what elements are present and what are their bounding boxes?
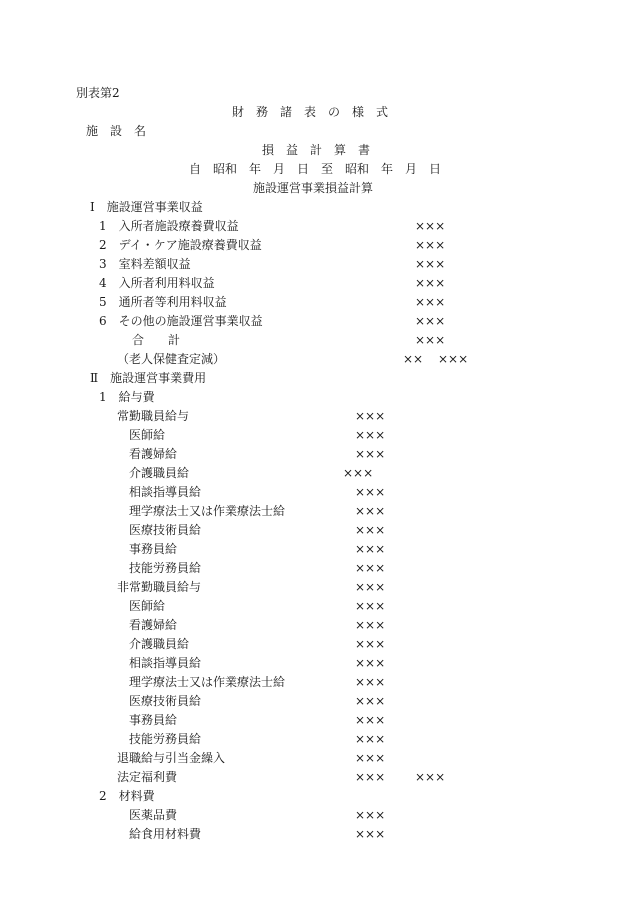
section-title: 施設運営事業損益計算 [253, 181, 374, 195]
salary-heading: 1 給与費 [99, 390, 155, 404]
expense-amount: ××× [355, 713, 386, 727]
expense-amount: ××× [355, 504, 386, 518]
legal-welfare-amount: ××× [355, 770, 386, 784]
parttime-salary-label: 非常勤職員給与 [117, 580, 202, 594]
expense-amount: ××× [355, 485, 386, 499]
expense-item: 医療技術員給 [129, 694, 202, 708]
revenue-total-amount: ××× [415, 333, 446, 347]
period-line: 自 昭和 年 月 日 至 昭和 年 月 日 [189, 162, 442, 176]
expense-amount: ××× [355, 428, 386, 442]
retirement-allowance-label: 退職給与引当金繰入 [117, 751, 226, 765]
revenue-item: 2 デイ・ケア施設療養費収益 [99, 238, 262, 252]
expense-item: 理学療法士又は作業療法士給 [129, 504, 286, 518]
expense-amount: ××× [355, 694, 386, 708]
revenue-item: 6 その他の施設運営事業収益 [99, 314, 263, 328]
revenue-amount: ××× [415, 257, 446, 271]
expense-item: 医師給 [129, 428, 166, 442]
expense-amount: ××× [355, 542, 386, 556]
retirement-allowance-amount: ××× [355, 751, 386, 765]
expense-item: 技能労務員給 [129, 732, 202, 746]
expense-item: 相談指導員給 [129, 485, 202, 499]
fulltime-salary-label: 常勤職員給与 [117, 409, 190, 423]
revenue-item: 5 通所者等利用料収益 [99, 295, 227, 309]
expense-item: 看護婦給 [129, 618, 178, 632]
revenue-amount: ××× [415, 276, 446, 290]
parttime-salary-amount: ××× [355, 580, 386, 594]
section-1-heading: Ⅰ 施設運営事業収益 [90, 200, 203, 214]
expense-amount: ××× [355, 618, 386, 632]
expense-item: 看護婦給 [129, 447, 178, 461]
expense-item: 医療技術員給 [129, 523, 202, 537]
expense-item: 事務員給 [129, 542, 178, 556]
revenue-item: 3 室料差額収益 [99, 257, 191, 271]
legal-welfare-label: 法定福利費 [117, 770, 178, 784]
expense-item: 相談指導員給 [129, 656, 202, 670]
expense-amount: ××× [355, 599, 386, 613]
materials-heading: 2 材料費 [99, 789, 155, 803]
expense-item: 医師給 [129, 599, 166, 613]
expense-item: 医薬品費 [129, 808, 178, 822]
expense-item: 事務員給 [129, 713, 178, 727]
expense-amount: ××× [355, 523, 386, 537]
revenue-total-label: 合 計 [132, 333, 181, 347]
fulltime-salary-amount: ××× [355, 409, 386, 423]
revenue-item: 1 入所者施設療養費収益 [99, 219, 239, 233]
expense-amount: ××× [355, 656, 386, 670]
revenue-amount: ××× [415, 238, 446, 252]
statement-title: 損 益 計 算 書 [262, 143, 371, 157]
expense-amount: ××× [355, 561, 386, 575]
expense-amount: ××× [355, 732, 386, 746]
expense-amount: ××× [355, 827, 386, 841]
expense-amount: ××× [355, 447, 386, 461]
section-2-heading: Ⅱ 施設運営事業費用 [90, 371, 207, 385]
appendix-label: 別表第2 [76, 86, 120, 100]
salary-total-amount: ××× [415, 770, 446, 784]
revenue-amount: ××× [415, 219, 446, 233]
facility-name-label: 施 設 名 [86, 124, 147, 138]
revenue-amount: ××× [415, 295, 446, 309]
expense-amount: ××× [355, 808, 386, 822]
expense-item: 介護職員給 [129, 637, 190, 651]
document-title: 財 務 諸 表 の 様 式 [232, 105, 389, 119]
expense-amount: ××× [355, 675, 386, 689]
expense-amount: ××× [355, 637, 386, 651]
expense-item: 介護職員給 [129, 466, 190, 480]
deduction-amount-b: ××× [438, 352, 469, 366]
expense-amount: ××× [343, 466, 374, 480]
revenue-item: 4 入所者利用料収益 [99, 276, 215, 290]
deduction-amount-a: ×× [403, 352, 424, 366]
expense-item: 理学療法士又は作業療法士給 [129, 675, 286, 689]
expense-item: 給食用材料費 [129, 827, 202, 841]
deduction-label: （老人保健査定減） [117, 352, 226, 366]
revenue-amount: ××× [415, 314, 446, 328]
expense-item: 技能労務員給 [129, 561, 202, 575]
